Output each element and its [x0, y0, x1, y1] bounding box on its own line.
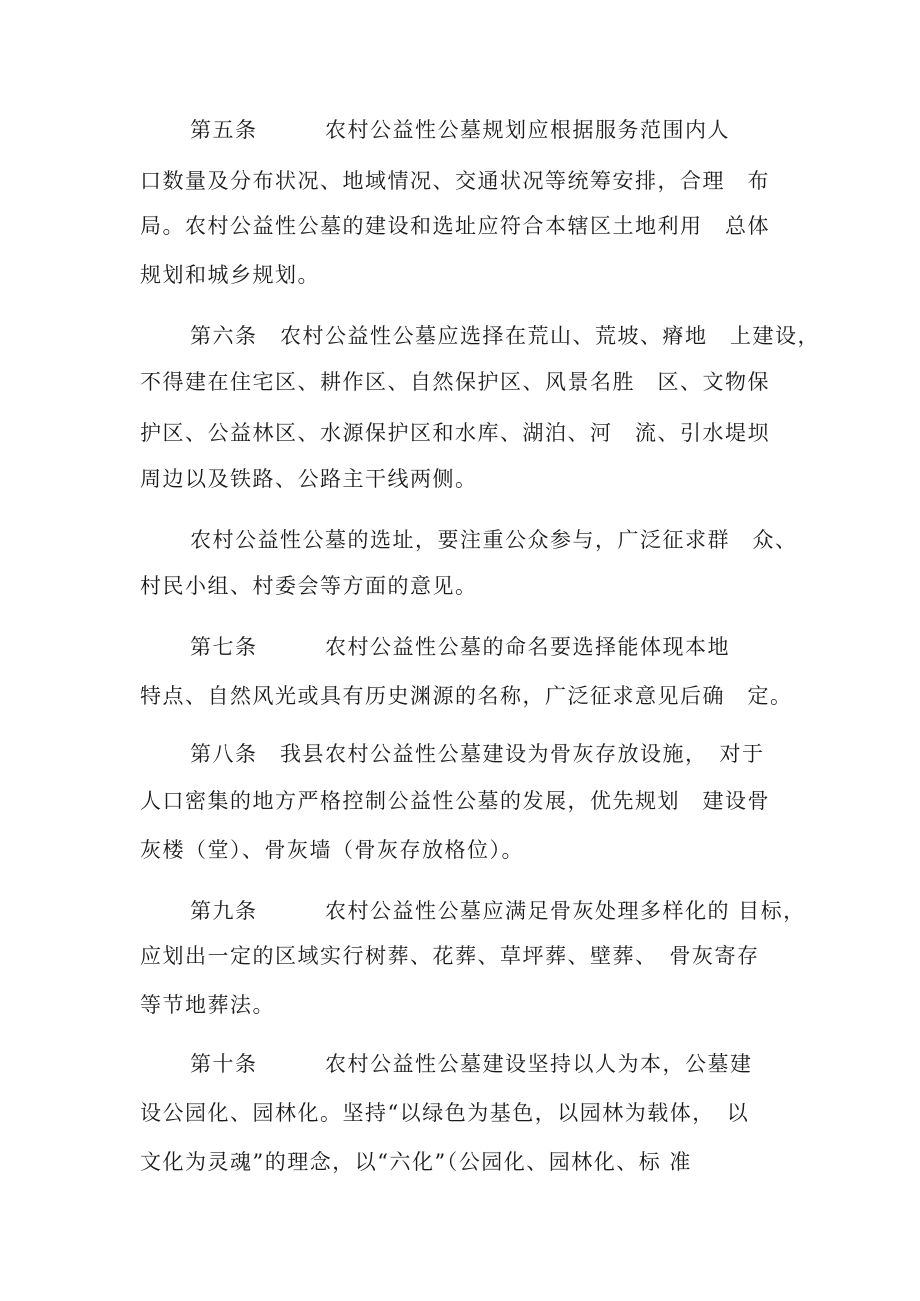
article-5-line-3: 局。农村公益性公墓的建设和选址应符合本辖区土地利用 总体 — [140, 214, 770, 238]
article-9-line-3: 等节地葬法。 — [140, 993, 275, 1017]
article-7-heading-line: 第七条 农村公益性公墓的命名要选择能体现本地 — [190, 635, 730, 659]
article-8-line-3: 灰楼（堂）、骨灰墙（骨灰存放格位）。 — [140, 838, 524, 862]
article-9-line-2: 应划出一定的区域实行树葬、花葬、草坪葬、壁葬、 骨灰寄存 — [140, 944, 760, 968]
article-9-heading-line: 第九条 农村公益性公墓应满足骨灰处理多样化的 目标， — [190, 899, 806, 923]
article-6-line-4: 周边以及铁路、公路主干线两侧。 — [140, 467, 478, 491]
article-10-line-3: 文化为灵魂”的理念，以“六化”（公园化、园林化、标 准 — [140, 1150, 692, 1174]
article-6-line-2: 不得建在住宅区、耕作区、自然保护区、风景名胜 区、文物保 — [140, 370, 770, 394]
siting-paragraph-line-1: 农村公益性公墓的选址，要注重公众参与，广泛征求群 众、 — [190, 528, 798, 552]
article-7-line-2: 特点、自然风光或具有历史渊源的名称，广泛征求意见后确 定。 — [140, 684, 793, 708]
article-6-heading-line: 第六条 农村公益性公墓应选择在荒山、荒坡、瘠地 上建设， — [190, 324, 820, 348]
article-6-line-3: 护区、公益林区、水源保护区和水库、湖泊、河 流、引水堤坝 — [140, 421, 770, 445]
siting-paragraph-line-2: 村民小组、村委会等方面的意见。 — [140, 574, 478, 598]
article-5-line-4: 规划和城乡规划。 — [140, 263, 320, 287]
article-10-line-2: 设公园化、园林化。坚持“以绿色为基色，以园林为载体， 以 — [140, 1101, 750, 1125]
article-8-line-2: 人口密集的地方严格控制公益性公墓的发展，优先规划 建设骨 — [140, 789, 770, 813]
article-5-heading-line: 第五条 农村公益性公墓规划应根据服务范围内人 — [190, 118, 730, 142]
article-8-heading-line: 第八条 我县农村公益性公墓建设为骨灰存放设施， 对于 — [190, 742, 765, 766]
article-5-line-2: 口数量及分布状况、地域情况、交通状况等统筹安排，合理 布 — [140, 169, 770, 193]
article-10-heading-line: 第十条 农村公益性公墓建设坚持以人为本，公墓建 — [190, 1052, 753, 1076]
